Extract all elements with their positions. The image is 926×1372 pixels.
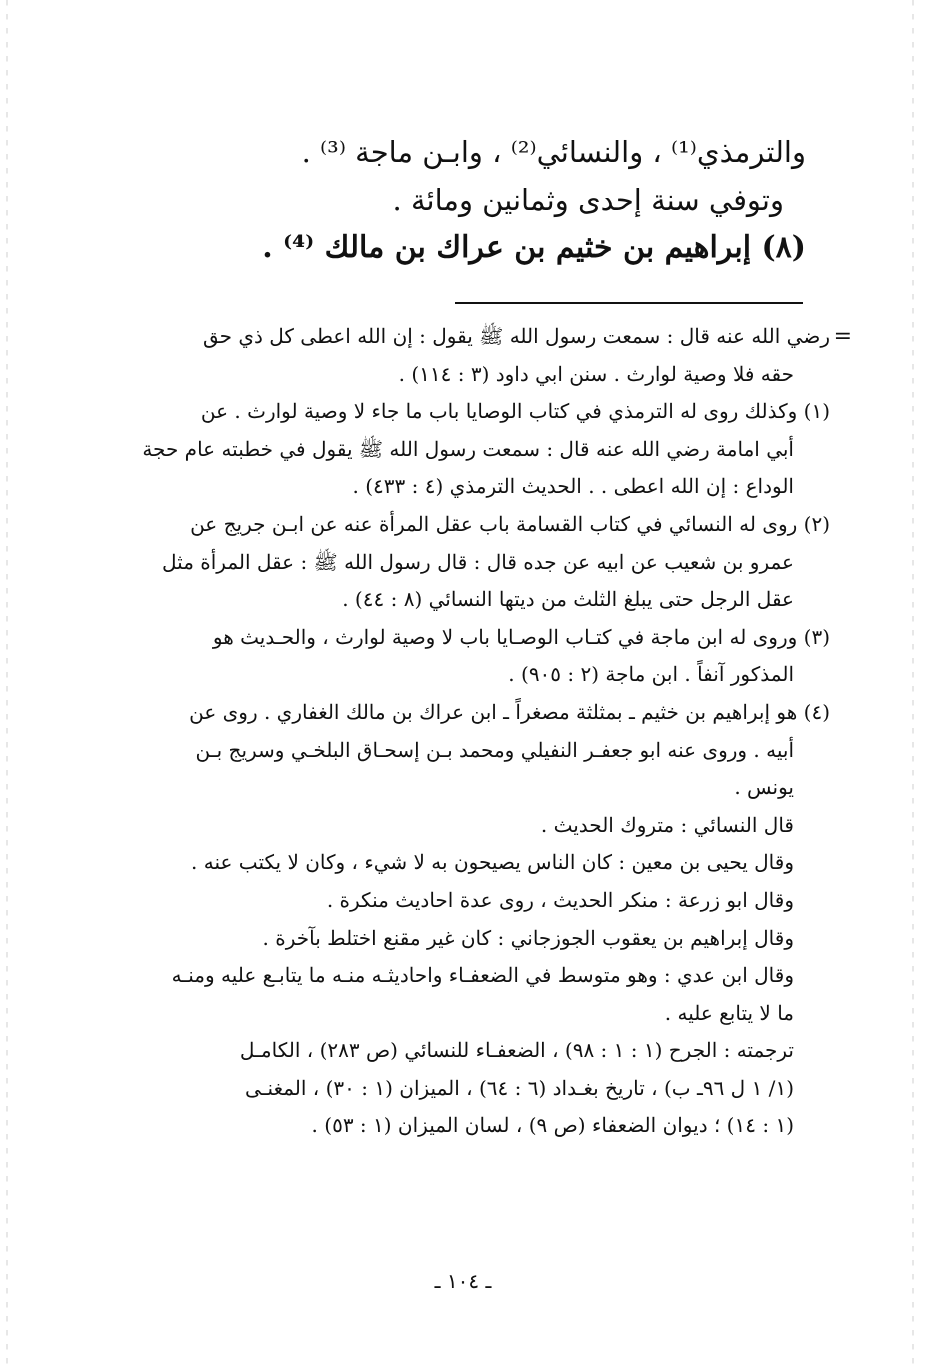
footnote-line: [104, 318, 852, 356]
footnote-4: (٤) هو إبراهيم بن خثيم ـ بمثلثة مصغراً ـ ابن عراك بن مالك الغفاري . روى عن: [189, 699, 830, 724]
main-line: وتوفي سنة إحدى وثمانين ومائة .: [392, 183, 784, 217]
biography-entry-heading: (٨) إبراهيم بن خثيم بن عراك بن مالك ⁽⁴⁾ .: [262, 230, 806, 265]
footnote-line: ترجمته : الجرح (١ : ١ : ٩٨) ، الضعفـاء للنسائي (ص ٢٨٣) ، الكامـل: [239, 1038, 794, 1063]
footnote-line: وقال ابو زرعة : منكر الحديث ، روى عدة احاديث منكرة .: [326, 887, 794, 912]
page-number: ـ ١٠٤ ـ: [434, 1269, 492, 1293]
scan-margin-right: [912, 0, 914, 1372]
footnote-line: أبيه . وروى عنه ابو جعفـر النفيلي ومحمد بـن إسحـاق البلخـي وسريج بـن: [195, 737, 794, 762]
footnotes: [104, 318, 852, 1145]
footnote-line: وقال يحيى بن معين : كان الناس يصيحون به لا شيء ، وكان لا يكتب عنه .: [191, 850, 794, 875]
footnote-line: ما لا يتابع عليه .: [664, 1000, 794, 1025]
footnote-separator: [455, 302, 803, 304]
footnote-3: (٣) وروى له ابن ماجة في كتـاب الوصـايا باب لا وصية لوارث ، والحـديث هو: [212, 624, 830, 649]
footnote-line: أبي امامة رضي الله عنه قال : سمعت رسول الله ﷺ يقول في خطبته عام حجة: [142, 436, 794, 461]
main-text: [106, 128, 806, 272]
footnote-line: حقه فلا وصية لوارث . سنن ابي داود (٣ : ١١٤) .: [398, 361, 794, 386]
footnote-text: رضي الله عنه قال : سمعت رسول الله ﷺ يقول : إن الله اعطى كل ذي حق: [202, 324, 830, 348]
footnote-line: قال النسائي : متروك الحديث .: [540, 812, 794, 837]
footnote-line: (١/ ١ ل ٩٦ـ ب) ، تاريخ بغـداد (٦ : ٦٤) ، الميزان (١ : ٣٠) ، المغنـى: [245, 1075, 794, 1100]
footnote-line: يونس .: [734, 775, 794, 800]
main-line: والترمذي⁽¹⁾ ، والنسائي⁽²⁾ ، وابـن ماجة ⁽³⁾ .: [301, 135, 806, 169]
footnote-2: (٢) روى له النسائي في كتاب القسامة باب عقل المرأة عنه عن ابـن جريج عن: [190, 511, 830, 536]
footnote-line: عمرو بن شعيب عن ابيه عن جده قال : قال رسول الله ﷺ : عقل المرأة مثل: [162, 549, 794, 574]
continuation-mark: =: [833, 324, 852, 349]
footnote-line: الوداع : إن الله اعطى . . الحديث الترمذي (٤ : ٤٣٣) .: [352, 474, 794, 499]
scan-margin-left: [6, 0, 8, 1372]
footnote-line: (١ : ١٤) ؛ ديوان الضعفاء (ص ٩) ، لسان الميزان (١ : ٥٣) .: [311, 1113, 794, 1138]
footnote-line: المذكور آنفاً . ابن ماجة (٢ : ٩٠٥) .: [508, 662, 794, 687]
footnote-1: (١) وكذلك روى له الترمذي في كتاب الوصايا باب ما جاء لا وصية لوارث . عن: [200, 399, 830, 424]
footnote-line: عقل الرجل حتى يبلغ الثلث من ديتها النسائي (٨ : ٤٤) .: [342, 587, 794, 612]
footnote-line: وقال إبراهيم بن يعقوب الجوزجاني : كان غير مقنع اختلط بآخرة .: [262, 925, 794, 950]
footnote-line: وقال ابن عدي : وهو متوسط في الضعفـاء واحاديثـه منـه ما يتابـع عليه ومنـه: [171, 963, 794, 988]
